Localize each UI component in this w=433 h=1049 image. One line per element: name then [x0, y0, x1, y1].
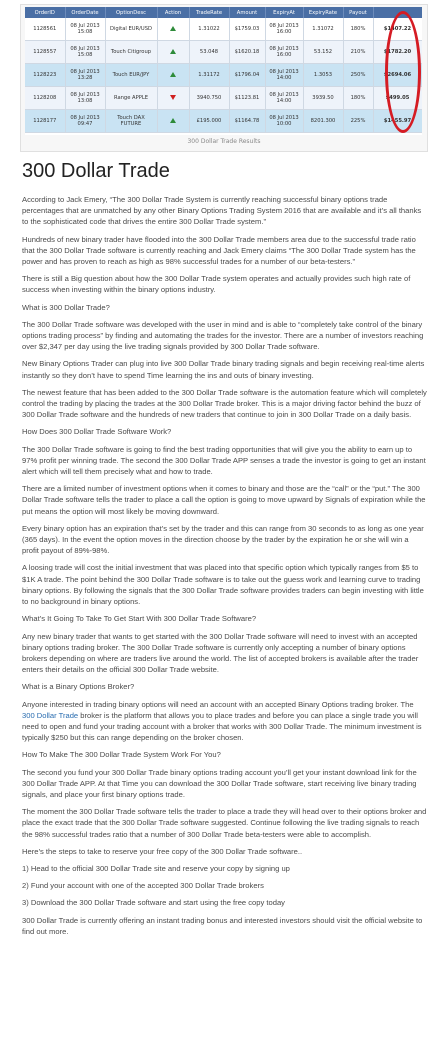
column-header: TradeRate — [189, 7, 229, 18]
cell-desc: Range APPLE — [105, 87, 157, 110]
paragraph: Hundreds of new binary trader have flooded into the 300 Dollar Trade members area due to the successful trade ratio that the 300 Dollar Trade software is currently reaching and Jack Emery claims “The 300 Dollar Trade system has the power and has proven to reach as high as 98% successful trades for a number of our beta-testers.” — [22, 234, 416, 267]
cell-expat: 08 Jul 2013 16:00 — [265, 18, 303, 41]
table-header-row — [25, 7, 422, 18]
cell-exprate: 1.31072 — [303, 18, 343, 41]
column-header: Amount — [229, 7, 265, 18]
cell-amount: $1164.78 — [229, 110, 265, 133]
column-header: OrderID — [25, 7, 65, 18]
cell-exprate: 8201.300 — [303, 110, 343, 133]
trades-table — [25, 7, 422, 133]
paragraph: Every binary option has an expiration that’s set by the trader and this can range from 30 seconds to as long as one year (365 days). In the event the option moves in the direction choose by the trader by the expiration he or she will win a profit payout of 89%-98%. — [22, 523, 424, 556]
cell-date: 08 Jul 2013 09:47 — [65, 110, 105, 133]
cell-desc: Digital EUR/USD — [105, 18, 157, 41]
paragraph: New Binary Options Trader can plug into live 300 Dollar Trade binary trading signals and begin receiving real-time alerts instantly so they don’t have to spend Time learning the ins and outs of binary investing. — [22, 359, 425, 380]
arrow-down-icon — [157, 87, 189, 110]
cell-rate: 3940.750 — [189, 87, 229, 110]
table-row — [25, 110, 422, 133]
paragraph: How Does 300 Dollar Trade Software Work? — [22, 427, 172, 437]
paragraph: 3) Download the 300 Dollar Trade software and start using the free copy today — [22, 898, 285, 908]
column-header: ExpiryAt — [265, 7, 303, 18]
page-title: 300 Dollar Trade — [22, 160, 170, 182]
paragraph: The moment the 300 Dollar Trade software tells the trader to place a trade they will head over to their options broker and place the exact trade that the 300 Dollar Trade software suggested. Continue following the live trading signals to reach the 98% successful trades ratio that a number of 300 Dollar Trade beta-testers were able to accomplish. — [22, 807, 427, 839]
table-row — [25, 41, 422, 64]
table-row — [25, 18, 422, 41]
payout-highlight-oval — [385, 11, 421, 133]
arrow-up-icon — [157, 110, 189, 133]
paragraph: There is still a Big question about how the 300 Dollar Trade system operates and actually provides such high rate of success when investing within the binary options industry. — [22, 274, 411, 295]
article-body — [22, 194, 427, 943]
broker-paragraph — [22, 699, 427, 744]
broker-link[interactable]: 300 Dollar Trade — [22, 710, 79, 720]
column-header: ExpiryRate — [303, 7, 343, 18]
cell-expat: 08 Jul 2013 10:00 — [265, 110, 303, 133]
cell-exprate: 1.3053 — [303, 64, 343, 87]
cell-pct: 180% — [343, 18, 373, 41]
cell-payout: $2694.06 — [373, 64, 422, 87]
paragraph: Here’s the steps to take to reserve your free copy of the 300 Dollar Trade software.. — [22, 846, 303, 856]
paragraph: The 300 Dollar Trade software was developed with the user in mind and is able to “completely take control of the binary options trading process” by finding and automating the trades for the investor. There are a number of investors reaching over $2,347 per day using the live trading signals provided by 300 Dollar Trade software. — [22, 319, 424, 352]
cell-payout: $1407.22 — [373, 18, 422, 41]
cell-id: 1128557 — [25, 41, 65, 64]
broker-text-after: broker is the platform that allows you to place trades and before you can place a single trade you will need to open and fund your trading account with a broker that works with 300 Dollar Trade. The minimum investment is typically $250 but this can range depending on the broker chosen. — [22, 710, 422, 743]
cell-id: 1128208 — [25, 87, 65, 110]
column-header: Action — [157, 7, 189, 18]
figure-caption: 300 Dollar Trade Results — [187, 138, 261, 145]
cell-exprate: 3939.50 — [303, 87, 343, 110]
table-row — [25, 87, 422, 110]
cell-rate: 1.31172 — [189, 64, 229, 87]
cell-expat: 08 Jul 2013 16:00 — [265, 41, 303, 64]
cell-rate: 53.048 — [189, 41, 229, 64]
paragraph: What is 300 Dollar Trade? — [22, 302, 110, 312]
cell-date: 08 Jul 2013 15:08 — [65, 41, 105, 64]
cell-id: 1128561 — [25, 18, 65, 41]
column-header: OptionDesc — [105, 7, 157, 18]
cell-date: 08 Jul 2013 15:08 — [65, 18, 105, 41]
cell-expat: 08 Jul 2013 14:00 — [265, 64, 303, 87]
cell-payout: $499.05 — [373, 87, 422, 110]
paragraph: The newest feature that has been added to the 300 Dollar Trade software is the automation feature which will completely control the trading by placing the trades at the 300 Dollar Trade broker. This is a major driving factor behind the buzz of 300 Dollar Trade software and the hundreds of new traders that continue to join in 300 Dollar Trade on a daily basis. — [22, 387, 427, 420]
table-row — [25, 64, 422, 87]
column-header: Payout — [343, 7, 373, 18]
paragraph: The 300 Dollar Trade software is going to find the best trading opportunities that will give you the ability to earn up to 97% profit per winning trade. The second the 300 Dollar Trade APP senses a trade the investor is going to get an instant alert which will tell them precisely what and how to trade. — [22, 444, 426, 477]
paragraph: Any new binary trader that wants to get started with the 300 Dollar Trade software will need to invest with an accepted binary options trading broker. The 300 Dollar Trade software is currently only accepting a number of binary options brokers depending on where are traders live around the world. The list of accepted brokers is available after the trader enters their details on the official 300 Dollar Trade website. — [22, 631, 419, 675]
arrow-up-icon — [157, 18, 189, 41]
arrow-up-icon — [157, 64, 189, 87]
cell-desc: Touch Citigroup — [105, 41, 157, 64]
trade-results-screenshot — [25, 7, 422, 135]
cell-pct: 210% — [343, 41, 373, 64]
cell-amount: $1796.04 — [229, 64, 265, 87]
cell-amount: $1759.03 — [229, 18, 265, 41]
cell-pct: 250% — [343, 64, 373, 87]
paragraph: What is a Binary Options Broker? — [22, 682, 135, 692]
cell-desc: Touch EUR/JPY — [105, 64, 157, 87]
cell-expat: 08 Jul 2013 14:00 — [265, 87, 303, 110]
cell-rate: £195.000 — [189, 110, 229, 133]
paragraph: A loosing trade will cost the initial investment that was placed into that specific option which typically ranges from $5 to $1K A trade. The point behind the 300 Dollar Trade software is to take out the guess work and learning curve to trading binary options. By following the signals that the 300 Dollar Trade software provides traders can begin investing with little to no background in binary options. — [22, 563, 424, 607]
paragraph: 2) Fund your account with one of the accepted 300 Dollar Trade brokers — [22, 881, 264, 891]
paragraph: What’s It Going To Take To Get Start With 300 Dollar Trade Software? — [22, 614, 257, 624]
cell-amount: $1123.81 — [229, 87, 265, 110]
cell-payout: $1782.20 — [373, 41, 422, 64]
broker-text-before: Anyone interested in trading binary options will need an account with an accepted Binary Options trading broker. The — [22, 699, 414, 709]
cell-rate: 1.31022 — [189, 18, 229, 41]
arrow-up-icon — [157, 41, 189, 64]
cell-exprate: 53.152 — [303, 41, 343, 64]
paragraph: According to Jack Emery, “The 300 Dollar Trade System is currently reaching successful binary options trade percentages that are unmatched by any other Binary Options Trading System 2016 that are available and it’s all thanks to the sophisticated code that drives the entire 300 Dollar Trade system.” — [22, 195, 422, 227]
cell-amount: $1620.18 — [229, 41, 265, 64]
cell-id: 1128223 — [25, 64, 65, 87]
cell-pct: 180% — [343, 87, 373, 110]
column-header: OrderDate — [65, 7, 105, 18]
paragraph: The second you fund your 300 Dollar Trade binary options trading account you’ll get your instant download link for the 300 Dollar Trade APP. At that Time you can download the 300 Dollar Trade software, start receiving live binary trading signals, and place your first binary options trade. — [22, 767, 417, 799]
table-body — [25, 18, 422, 133]
cell-date: 08 Jul 2013 13:08 — [65, 87, 105, 110]
paragraph: There are a limited number of investment options when it comes to binary and those are the “call” or the “put.” The 300 Dollar Trade software tells the trader to place a call the option is going to move upward by Signals of expiration while the put means the option will most likely be moving downward. — [22, 484, 426, 516]
paragraph: How To Make The 300 Dollar Trade System Work For You? — [22, 750, 221, 760]
cell-desc: Touch DAX FUTURE — [105, 110, 157, 133]
paragraph: 300 Dollar Trade is currently offering an instant trading bonus and interested investors should visit the official website to find out more. — [22, 915, 423, 936]
cell-id: 1128177 — [25, 110, 65, 133]
cell-payout: $1455.97 — [373, 110, 422, 133]
results-figure — [20, 4, 428, 152]
cell-date: 08 Jul 2013 13:28 — [65, 64, 105, 87]
paragraph: 1) Head to the official 300 Dollar Trade site and reserve your copy by signing up — [22, 863, 290, 873]
cell-pct: 225% — [343, 110, 373, 133]
